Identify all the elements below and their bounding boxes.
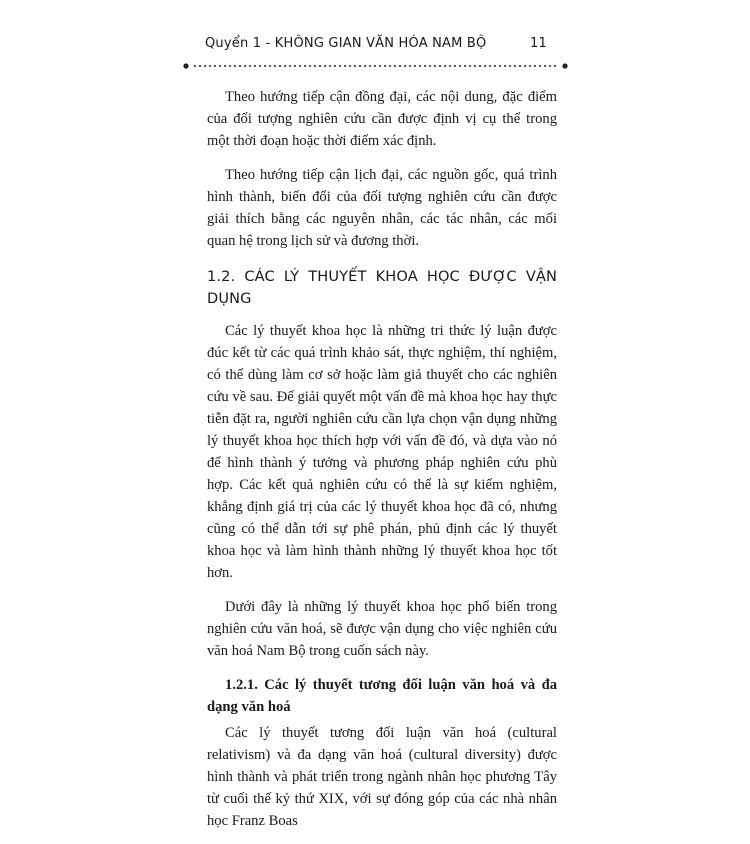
rule-dot <box>229 65 231 67</box>
rule-dot <box>324 65 326 67</box>
dotted-rule <box>183 63 568 69</box>
rule-dot <box>464 65 466 67</box>
rule-dot <box>309 65 311 67</box>
rule-dot <box>269 65 271 67</box>
rule-dot <box>329 65 331 67</box>
rule-dot <box>534 65 536 67</box>
rule-dot <box>224 65 226 67</box>
rule-dot <box>434 65 436 67</box>
rule-dot <box>259 65 261 67</box>
rule-dot <box>364 65 366 67</box>
rule-dot <box>394 65 396 67</box>
rule-dot <box>274 65 276 67</box>
rule-dot <box>439 65 441 67</box>
rule-dot <box>183 63 188 68</box>
rule-dot <box>379 65 381 67</box>
rule-dot <box>314 65 316 67</box>
page-header <box>205 34 547 56</box>
rule-dot <box>254 65 256 67</box>
rule-dot <box>509 65 511 67</box>
rule-dot <box>219 65 221 67</box>
dot-row <box>183 63 567 68</box>
subsection-heading-1-2-1: 1.2.1. Các lý thuyết tương đối luận văn hoá và đa dạng văn hoá <box>207 677 557 715</box>
rule-dot <box>359 65 361 67</box>
rule-dot <box>384 65 386 67</box>
rule-dot <box>504 65 506 67</box>
paragraph-cultural-relativism: Các lý thuyết tương đối luận văn hoá (cultural relativism) và đa dạng văn hoá (cultural diversity) được hình thành và phát triển trong ngành nhân học phương Tây từ cuối thế kỷ thứ XIX, với sự đóng góp của các nhà nhân học Franz Boas <box>207 725 557 829</box>
running-title: Quyển 1 - KHÔNG GIAN VĂN HÓA NAM BỘ <box>205 36 487 51</box>
rule-dot <box>209 65 211 67</box>
rule-dot <box>349 65 351 67</box>
rule-dot <box>429 65 431 67</box>
rule-dot <box>249 65 251 67</box>
rule-dot <box>284 65 286 67</box>
rule-dot <box>474 65 476 67</box>
rule-dot <box>204 65 206 67</box>
rule-dot <box>469 65 471 67</box>
rule-dot <box>539 65 541 67</box>
rule-dot <box>369 65 371 67</box>
rule-dot <box>304 65 306 67</box>
rule-dot <box>549 65 551 67</box>
rule-dot <box>294 65 296 67</box>
rule-dot <box>319 65 321 67</box>
rule-dot <box>489 65 491 67</box>
rule-dot <box>289 65 291 67</box>
rule-dot <box>194 65 196 67</box>
paragraph-introduction: Dưới đây là những lý thuyết khoa học phổ biến trong nghiên cứu văn hoá, sẽ được vận dụng cho việc nghiên cứu văn hoá Nam Bộ trong cuốn sách này. <box>207 599 557 659</box>
rule-dot <box>344 65 346 67</box>
rule-dot <box>562 63 567 68</box>
rule-dot <box>484 65 486 67</box>
rule-dot <box>514 65 516 67</box>
rule-dot <box>234 65 236 67</box>
paragraph-synchronic: Theo hướng tiếp cận đồng đại, các nội dung, đặc điểm của đối tượng nghiên cứu cần được định vị cụ thể trong một thời đoạn hoặc thời điểm xác định. <box>207 89 557 149</box>
rule-dot <box>399 65 401 67</box>
rule-dot <box>279 65 281 67</box>
rule-dot <box>199 65 201 67</box>
rule-dot <box>419 65 421 67</box>
page-number: 11 <box>530 36 547 51</box>
rule-dot <box>554 65 556 67</box>
rule-dot <box>409 65 411 67</box>
rule-dot <box>389 65 391 67</box>
rule-dot <box>414 65 416 67</box>
rule-dot <box>339 65 341 67</box>
rule-dot <box>524 65 526 67</box>
rule-dot <box>459 65 461 67</box>
rule-dot <box>444 65 446 67</box>
rule-dot <box>354 65 356 67</box>
rule-dot <box>544 65 546 67</box>
rule-dot <box>404 65 406 67</box>
rule-dot <box>449 65 451 67</box>
paragraph-scientific-theories: Các lý thuyết khoa học là những tri thức lý luận được đúc kết từ các quá trình khảo sát, thực nghiệm, thí nghiệm, có thể dùng làm cơ sở hoặc làm giả thuyết cho các nghiên cứu về sau. Để giải quyết một vấn đề mà khoa học hay thực tiễn đặt ra, người nghiên cứu cần lựa chọn vận dụng những lý thuyết khoa học thích hợp với vấn đề đó, và dựa vào nó để hình thành ý tưởng và phương pháp nghiên cứu phù hợp. Các kết quả nghiên cứu có thể là sự kiểm nghiệm, khẳng định giá trị của các lý thuyết khoa học đã có, nhưng cũng có thể dẫn tới sự phê phán, phủ định các lý thuyết khoa học và làm hình thành những lý thuyết khoa học tốt hơn. <box>207 323 557 581</box>
rule-dot <box>374 65 376 67</box>
rule-dot <box>334 65 336 67</box>
rule-dot <box>519 65 521 67</box>
rule-dot <box>479 65 481 67</box>
rule-dot <box>454 65 456 67</box>
section-heading-1-2: 1.2. CÁC LÝ THUYẾT KHOA HỌC ĐƯỢC VẬN DỤNG <box>207 268 557 307</box>
rule-dot <box>214 65 216 67</box>
rule-dot <box>239 65 241 67</box>
paragraph-diachronic: Theo hướng tiếp cận lịch đại, các nguồn gốc, quá trình hình thành, biến đổi của đối tượng nghiên cứu cần được giải thích bằng các nguyên nhân, các tác nhân, các mối quan hệ trong lịch sử và đương thời. <box>207 167 557 249</box>
rule-dot <box>529 65 531 67</box>
body-text <box>207 86 557 844</box>
rule-dot <box>244 65 246 67</box>
rule-dot <box>494 65 496 67</box>
rule-dot <box>499 65 501 67</box>
rule-dot <box>264 65 266 67</box>
rule-dot <box>299 65 301 67</box>
rule-dot <box>424 65 426 67</box>
